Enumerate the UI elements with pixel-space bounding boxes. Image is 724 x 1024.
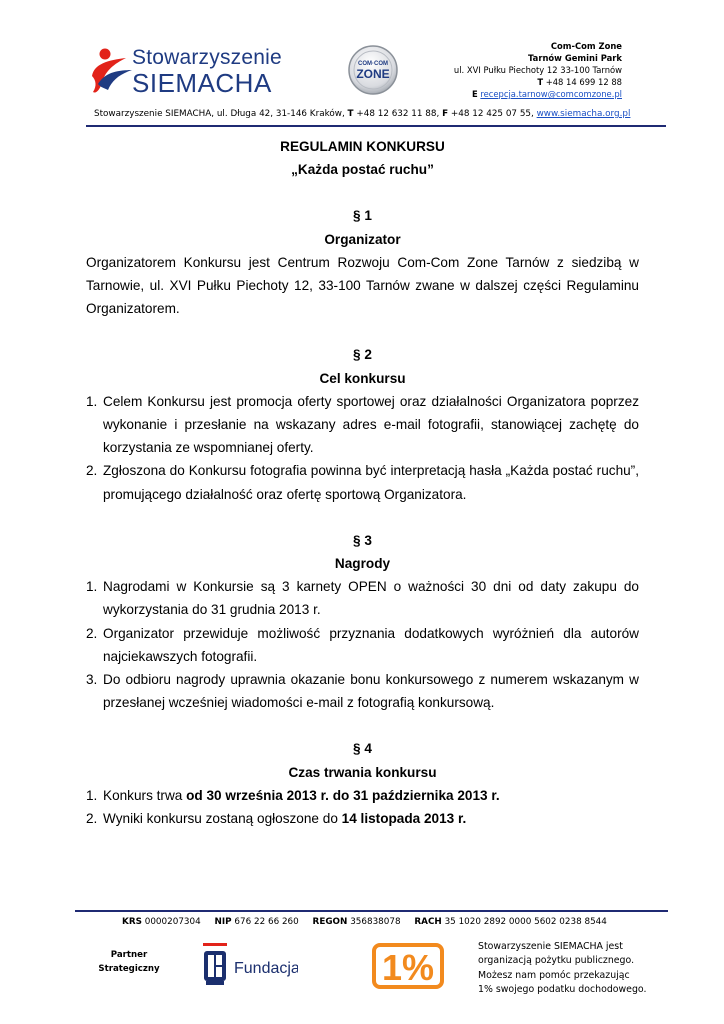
list-item-number: 2. xyxy=(86,625,98,641)
section-4-list xyxy=(86,784,639,830)
one-percent-logo-icon xyxy=(372,943,444,989)
list-item xyxy=(86,390,639,460)
siemacha-logo xyxy=(88,40,282,100)
address-t-label: T xyxy=(347,109,354,119)
footer-note-line: Stowarzyszenie SIEMACHA jest xyxy=(478,941,623,952)
list-item xyxy=(86,622,639,668)
document-body xyxy=(86,135,639,830)
document-subtitle: „Każda postać ruchu” xyxy=(291,162,434,178)
list-item-number: 2. xyxy=(86,811,98,827)
contact-phone-label: T xyxy=(537,77,544,87)
contact-phone: +48 14 699 12 88 xyxy=(543,77,622,87)
section-4-heading: Czas trwania konkursu xyxy=(288,764,437,780)
one-percent-logo xyxy=(372,943,444,989)
rach-value: 35 1020 2892 0000 5602 0238 8544 xyxy=(441,917,607,927)
section-3-list xyxy=(86,575,639,714)
footer-registry xyxy=(122,917,607,927)
list-item xyxy=(86,668,639,714)
header-contact xyxy=(454,40,622,100)
comcom-zone-logo xyxy=(345,44,401,96)
list-item-text: Do odbioru nagrody uprawnia okazanie bonu konkursowego z numerem wskazanym w przesłanej wcześniej wiadomości e-mail z fotografią konkursową. xyxy=(103,672,639,711)
list-item-bold-dates: od 30 września 2013 r. do 31 października 2013 r. xyxy=(186,787,500,803)
list-item-text: Nagrodami w Konkursie są 3 karnety OPEN o ważności 30 dni od daty zakupu do wykorzystania do 31 grudnia 2013 r. xyxy=(103,579,639,618)
list-item-text: Zgłoszona do Konkursu fotografia powinna być interpretacją hasła „Każda postać ruchu”, promującego działalność oraz ofertę sportową Organizatora. xyxy=(103,463,639,502)
regon-label: REGON xyxy=(312,917,348,927)
footer-note-line: Możesz nam pomóc przekazując xyxy=(478,969,630,981)
list-item-bold-date: 14 listopada 2013 r. xyxy=(341,811,467,827)
regon-value: 356838078 xyxy=(347,917,401,927)
section-4-number: § 4 xyxy=(353,741,372,757)
one-percent-text: 1% xyxy=(381,947,435,988)
section-1-number: § 1 xyxy=(353,208,372,224)
contact-park: Tarnów Gemini Park xyxy=(528,53,622,63)
nip-label: NIP xyxy=(214,917,232,927)
header-address xyxy=(94,109,630,119)
pko-logo-text: Fundacja xyxy=(234,960,298,977)
list-item-number: 3. xyxy=(86,672,98,688)
contact-name: Com-Com Zone xyxy=(550,41,622,51)
list-item-text: Organizator przewiduje możliwość przyznania dodatkowych wyróżnień dla autorów najciekawszych fotografii. xyxy=(103,625,639,664)
footer-divider xyxy=(75,910,668,912)
list-item-number: 1. xyxy=(86,579,98,595)
address-t-value: +48 12 632 11 88, xyxy=(353,109,443,119)
address-f-label: F xyxy=(442,109,449,119)
partner-label xyxy=(98,948,160,976)
comcom-logo-bottom: ZONE xyxy=(356,67,390,81)
rach-label: RACH xyxy=(414,917,442,927)
footer-note xyxy=(478,940,646,998)
list-item-number: 1. xyxy=(86,393,98,409)
document-title: REGULAMIN KONKURSU xyxy=(280,139,445,154)
section-2-heading: Cel konkursu xyxy=(319,370,406,386)
contact-phone-line xyxy=(454,76,622,88)
list-item xyxy=(86,784,639,807)
pko-fundacja-logo-icon xyxy=(198,943,298,987)
logo-line2: SIEMACHA xyxy=(132,68,272,98)
list-item xyxy=(86,575,639,621)
section-3-heading: Nagrody xyxy=(334,556,391,572)
comcom-zone-logo-icon xyxy=(345,44,401,96)
list-item xyxy=(86,807,639,830)
footer-note-line: 1% swojego podatku dochodowego. xyxy=(478,984,647,996)
section-1-heading: Organizator xyxy=(324,231,401,247)
list-item-number: 2. xyxy=(86,463,98,479)
contact-email-label: E xyxy=(471,89,478,99)
address-prefix: Stowarzyszenie SIEMACHA, ul. Długa 42, 31-146 Kraków, xyxy=(94,109,348,119)
contact-email-line xyxy=(454,88,622,100)
krs-label: KRS xyxy=(122,917,142,927)
comcom-logo-top: COM·COM xyxy=(358,61,388,67)
contact-street: ul. XVI Pułku Piechoty 12 33-100 Tarnów xyxy=(453,65,622,75)
nip-value: 676 22 66 260 xyxy=(231,917,299,927)
website-link[interactable]: www.siemacha.org.pl xyxy=(536,109,631,119)
partner-label-line2: Strategiczny xyxy=(98,964,160,974)
list-item-text: Konkurs trwa xyxy=(103,787,187,803)
list-item-number: 1. xyxy=(86,787,98,803)
footer-note-line: organizacją pożytku publicznego. xyxy=(478,955,635,967)
address-f-value: +48 12 425 07 55, xyxy=(448,109,537,119)
section-2-list xyxy=(86,390,639,506)
contact-email-link[interactable]: recepcja.tarnow@comcomzone.pl xyxy=(480,89,622,99)
siemacha-logo-icon xyxy=(88,40,134,96)
krs-value: 0000207304 xyxy=(141,917,201,927)
header-divider xyxy=(86,125,666,127)
list-item xyxy=(86,459,639,505)
list-item-text: Celem Konkursu jest promocja oferty sportowej oraz działalności Organizatora poprzez wykonanie i przesłanie na wskazany adres e-mail fotografii, stanowiącej zachętę do korzystania ze wspomnianej oferty. xyxy=(103,393,639,456)
list-item-text: Wyniki konkursu zostaną ogłoszone do xyxy=(103,811,342,827)
section-2-number: § 2 xyxy=(353,347,372,363)
pko-fundacja-logo xyxy=(198,943,298,987)
partner-label-line1: Partner xyxy=(110,950,148,960)
logo-line1: Stowarzyszenie xyxy=(132,46,282,69)
section-3-number: § 3 xyxy=(353,532,372,548)
section-1-paragraph: Organizatorem Konkursu jest Centrum Rozwoju Com-Com Zone Tarnów z siedzibą w Tarnowie, ul. XVI Pułku Piechoty 12, 33-100 Tarnów zwane w dalszej części Regulaminu Organizatorem. xyxy=(86,254,639,317)
